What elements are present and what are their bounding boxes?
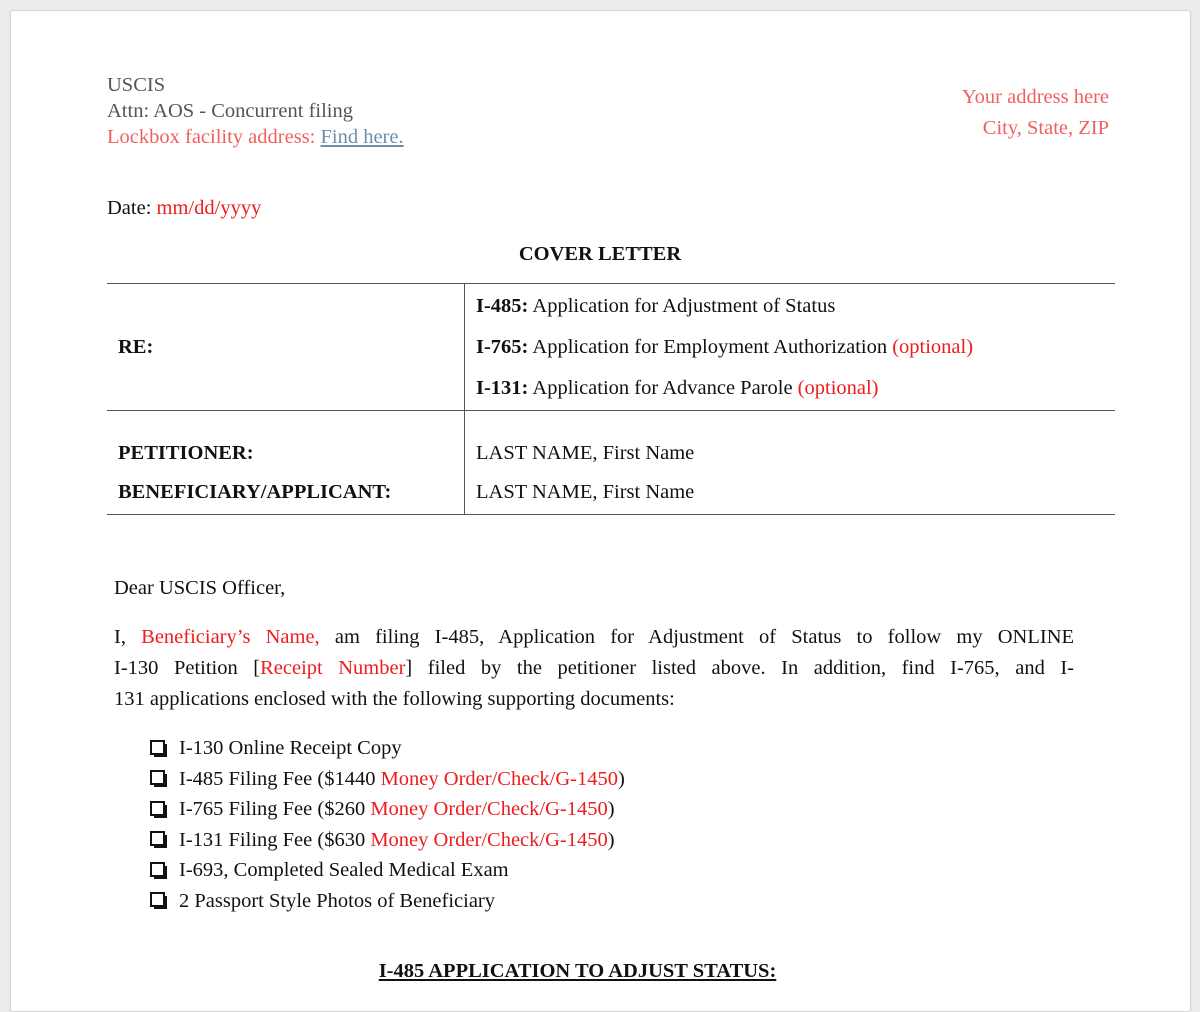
sender-line-1: USCIS [107, 74, 166, 96]
optional-note: (optional) [892, 335, 974, 358]
lockbox-line [107, 124, 404, 150]
recipient-line-1: Your address here [961, 86, 1109, 108]
paragraph-line-2 [114, 653, 1074, 684]
payment-method-placeholder: Money Order/Check/G-1450 [370, 798, 608, 820]
item-text: 2 Passport Style Photos of Beneficiary [179, 889, 496, 912]
form-name: Application for Adjustment of Status [532, 294, 836, 317]
item-text: I-130 Online Receipt Copy [179, 737, 402, 759]
beneficiary-value: LAST NAME, First Name [476, 481, 695, 503]
item-text: ) [617, 767, 625, 790]
form-code: I-485: [476, 294, 529, 317]
form-code: I-765: [476, 335, 529, 358]
document-checklist [150, 733, 625, 916]
form-name: Application for Advance Parole [532, 376, 793, 399]
checkbox-icon[interactable] [150, 770, 165, 785]
paragraph-line-1 [114, 622, 1074, 653]
item-text: ) [607, 798, 615, 820]
date-value: mm/dd/yyyy [156, 197, 262, 219]
greeting: Dear USCIS Officer, [114, 577, 286, 599]
checkbox-icon[interactable] [150, 740, 165, 755]
lockbox-find-link[interactable]: Find here. [320, 126, 404, 148]
item-text: I-485 Filing Fee ($1440 [179, 767, 381, 790]
party-labels [107, 411, 465, 515]
list-item [150, 825, 625, 856]
checkbox-icon[interactable] [150, 892, 165, 907]
payment-method-placeholder: Money Order/Check/G-1450 [380, 767, 618, 790]
beneficiary-label: BENEFICIARY/APPLICANT: [118, 481, 392, 503]
beneficiary-name-placeholder: Beneficiary’s Name, [141, 626, 320, 648]
section-heading: I-485 APPLICATION TO ADJUST STATUS: [378, 960, 777, 982]
list-item [150, 733, 625, 764]
paragraph-text: I, [114, 626, 126, 648]
list-item [150, 886, 625, 917]
checkbox-icon[interactable] [150, 862, 165, 877]
form-line-i131 [476, 368, 1115, 409]
date-line [107, 195, 261, 221]
sender-address [107, 72, 404, 150]
date-label: Date: [107, 197, 152, 219]
list-item [150, 855, 625, 886]
list-item [150, 794, 625, 825]
re-table [107, 283, 1115, 515]
item-text: I-693, Completed Sealed Medical Exam [179, 859, 509, 881]
item-text: ) [607, 828, 615, 851]
party-values [465, 411, 1116, 515]
document-title: COVER LETTER [518, 243, 682, 265]
form-line-i765 [476, 327, 1115, 368]
form-name: Application for Employment Authorization [532, 335, 888, 358]
re-forms [465, 284, 1116, 411]
payment-method-placeholder: Money Order/Check/G-1450 [370, 828, 608, 851]
paragraph-text: I-130 Petition [ [114, 657, 261, 679]
petitioner-label: PETITIONER: [118, 442, 254, 464]
form-code: I-131: [476, 376, 529, 399]
optional-note: (optional) [797, 376, 879, 399]
re-label: RE: [107, 284, 465, 411]
recipient-line-2: City, State, ZIP [982, 117, 1109, 139]
form-line-i485 [476, 286, 1115, 327]
lockbox-label: Lockbox facility address: [107, 126, 316, 148]
paragraph-text: am filing I-485, Application for Adjustment of Status to follow my ONLINE [334, 626, 1075, 648]
recipient-address [962, 82, 1109, 144]
sender-line-2: Attn: AOS - Concurrent filing [107, 100, 353, 122]
list-item [150, 764, 625, 795]
body-paragraph [114, 622, 1074, 715]
paragraph-text: ] filed by the petitioner listed above. In addition, find I-765, and I- [405, 657, 1075, 679]
receipt-number-placeholder: Receipt Number [260, 657, 406, 679]
petitioner-value: LAST NAME, First Name [476, 442, 695, 464]
checkbox-icon[interactable] [150, 801, 165, 816]
item-text: I-765 Filing Fee ($260 [179, 798, 371, 820]
item-text: I-131 Filing Fee ($630 [179, 828, 371, 851]
paragraph-line-3: 131 applications enclosed with the following supporting documents: [114, 688, 675, 710]
checkbox-icon[interactable] [150, 831, 165, 846]
